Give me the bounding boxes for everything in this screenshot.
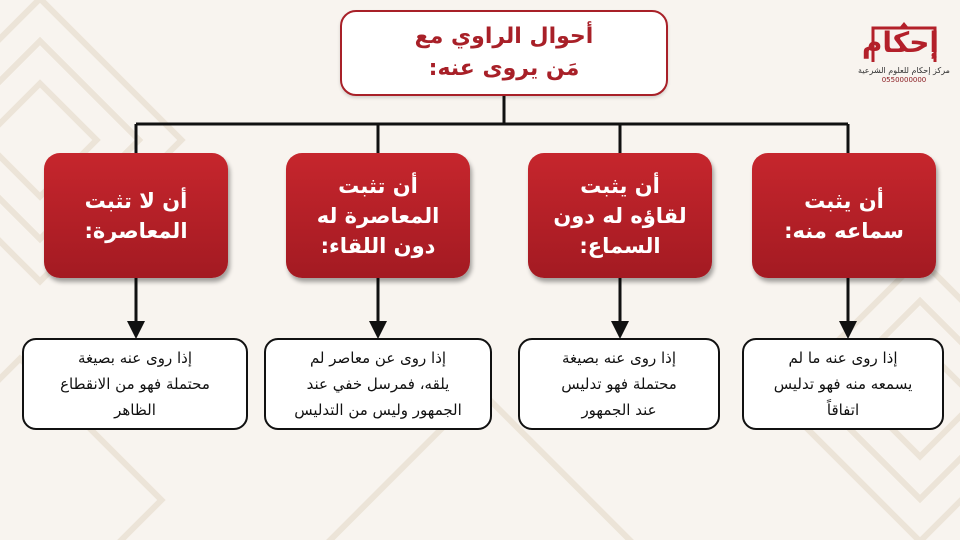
category-line: سماعه منه: [784,218,904,243]
category-line: دون اللقاء: [320,233,436,258]
description-line: يلقه، فمرسل خفي عند [306,375,450,393]
brand-logo [858,22,950,92]
category-box-proven-meeting [528,153,712,278]
logo-mark [861,22,939,64]
description-box-proven-contemporaneity [264,338,492,430]
description-box-proven-hearing [742,338,944,430]
logo-phone: 0550000000 [881,76,927,84]
description-line: يسمعه منه فهو تدليس [773,375,913,393]
category-box-proven-hearing [752,153,936,278]
category-line: أن تثبت [338,173,418,198]
category-line: أن يثبت [804,188,884,213]
description-line: الظاهر [114,401,156,419]
category-line: أن لا تثبت [84,188,188,213]
description-line: اتفاقاً [826,401,860,419]
description-box-proven-meeting [518,338,720,430]
description-line: إذا روى عنه بصيغة [77,349,193,367]
title-line-2: مَن يروى عنه: [428,56,580,81]
description-line: محتملة فهو من الانقطاع [60,375,210,393]
category-box-proven-contemporaneity [286,153,470,278]
description-line: عند الجمهور [581,401,657,419]
description-line: الجمهور وليس من التدليس [294,401,462,419]
logo-wordmark: إحكام [861,26,939,59]
category-line: لقاؤه له دون [553,203,687,228]
category-box-unproven-contemporaneity [44,153,228,278]
title-line-1: أحوال الراوي مع [414,24,594,49]
category-line: السماع: [579,233,661,258]
category-line: المعاصرة: [84,218,188,243]
description-line: محتملة فهو تدليس [561,375,677,393]
description-line: إذا روى عنه ما لم [788,349,898,367]
description-line: إذا روى عن معاصر لم [309,349,447,367]
category-line: أن يثبت [580,173,660,198]
description-line: إذا روى عنه بصيغة [561,349,677,367]
logo-subtitle: مركز إحكام للعلوم الشرعية [858,66,950,75]
description-box-unproven-contemporaneity [22,338,248,430]
diagram-title [340,10,668,96]
category-line: المعاصرة له [316,203,440,228]
